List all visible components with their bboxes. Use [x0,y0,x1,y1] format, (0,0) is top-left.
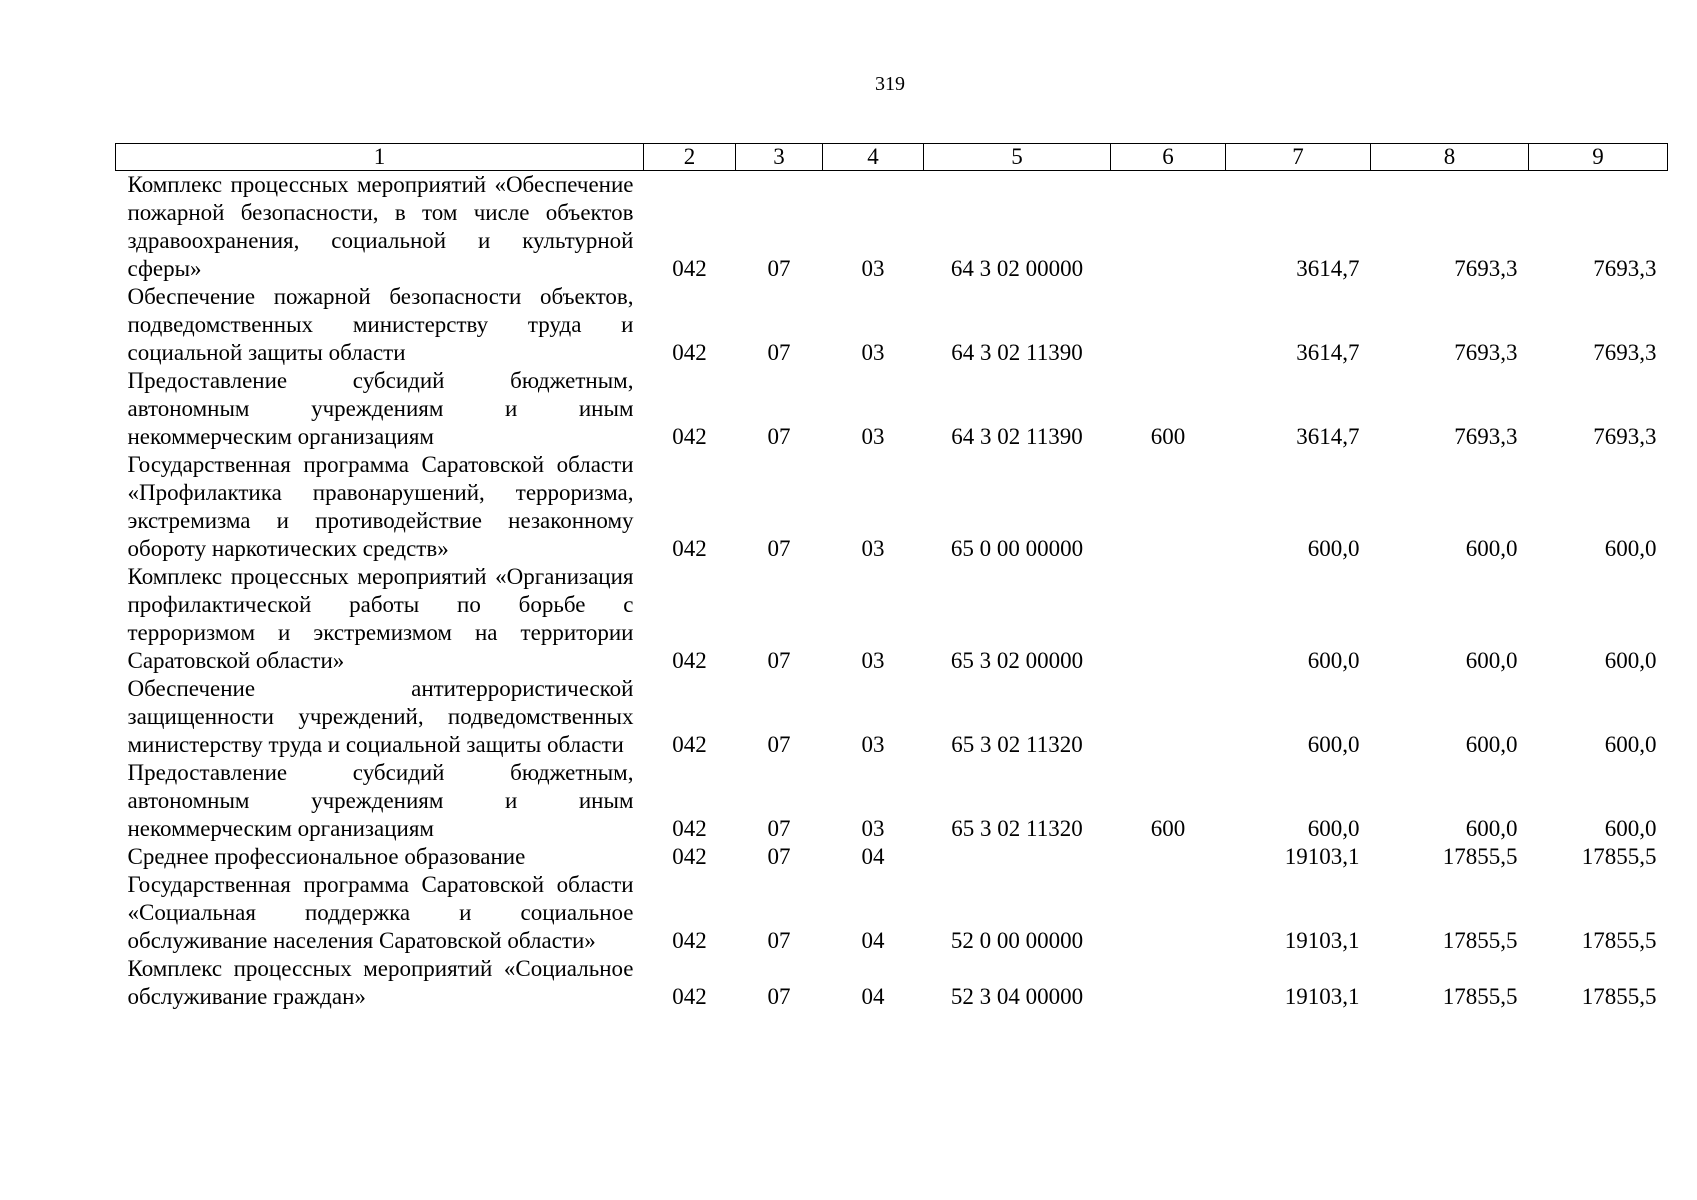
row-description: Обеспечение антитеррористической защищенности учреждений, подведомственных министерству труда и социальной защиты области [127,676,634,757]
header-col-3: 3 [736,144,823,171]
cell-subsection-code: 03 [861,816,885,841]
table-row [116,171,1668,284]
cell-target-code: 64 3 02 11390 [951,424,1083,449]
cell-amount-col8: 7693,3 [1454,256,1518,281]
row-description: Государственная программа Саратовской области «Социальная поддержка и социальное обслуживание населения Саратовской области» [127,872,634,953]
row-description: Государственная программа Саратовской области «Профилактика правонарушений, терроризма, экстремизма и противодействие незаконному обороту наркотических средств» [127,452,634,561]
cell-target-code: 65 3 02 11320 [951,816,1083,841]
cell-subsection-code: 04 [861,928,885,953]
cell-section-code: 07 [767,536,791,561]
cell-amount-col8: 600,0 [1465,536,1518,561]
cell-target-code: 64 3 02 00000 [950,256,1084,281]
cell-amount-col7: 600,0 [1307,536,1360,561]
cell-ministry-code: 042 [672,256,707,281]
header-col-2: 2 [644,144,736,171]
table-body [116,171,1668,1012]
cell-ministry-code: 042 [672,816,707,841]
cell-expense-type [1111,843,1226,871]
cell-amount-col8: 7693,3 [1454,424,1518,449]
cell-ministry-code: 042 [672,928,707,953]
cell-target-code: 65 3 02 00000 [950,648,1084,673]
cell-ministry-code: 042 [672,536,707,561]
cell-amount-col7: 19103,1 [1284,928,1360,953]
cell-expense-type [1111,171,1226,284]
cell-subsection-code: 03 [861,536,885,561]
cell-subsection-code: 04 [861,984,885,1009]
cell-ministry-code: 042 [672,984,707,1009]
row-description: Предоставление субсидий бюджетным, автономным учреждениям и иным некоммерческим организациям [127,760,634,841]
header-col-6: 6 [1111,144,1226,171]
table-row [116,871,1668,955]
cell-ministry-code: 042 [672,340,707,365]
cell-amount-col9: 600,0 [1604,816,1657,841]
cell-amount-col7: 3614,7 [1296,424,1360,449]
header-col-5: 5 [924,144,1111,171]
cell-amount-col8: 600,0 [1465,648,1518,673]
cell-amount-col8: 17855,5 [1442,844,1518,869]
table-row [116,367,1668,451]
cell-amount-col9: 17855,5 [1581,928,1657,953]
cell-amount-col8: 600,0 [1465,732,1518,757]
cell-section-code: 07 [767,928,791,953]
cell-amount-col7: 600,0 [1307,648,1360,673]
row-description: Комплекс процессных мероприятий «Социальное обслуживание граждан» [127,956,634,1009]
cell-subsection-code: 03 [861,340,885,365]
cell-section-code: 07 [767,340,791,365]
cell-expense-type [1111,283,1226,367]
cell-amount-col7: 3614,7 [1296,340,1360,365]
header-col-8: 8 [1371,144,1529,171]
table-row [116,759,1668,843]
row-description: Среднее профессиональное образование [127,844,526,869]
cell-target-code: 52 0 00 00000 [950,928,1084,953]
cell-expense-type [1111,451,1226,563]
cell-expense-type [1111,675,1226,759]
cell-amount-col7: 19103,1 [1284,984,1360,1009]
cell-ministry-code: 042 [672,844,707,869]
header-col-4: 4 [823,144,924,171]
cell-amount-col9: 7693,3 [1593,256,1657,281]
cell-section-code: 07 [767,732,791,757]
cell-amount-col7: 600,0 [1307,732,1360,757]
header-col-7: 7 [1226,144,1371,171]
cell-ministry-code: 042 [672,648,707,673]
cell-subsection-code: 03 [861,732,885,757]
table-row [116,283,1668,367]
cell-amount-col8: 7693,3 [1454,340,1518,365]
cell-amount-col7: 3614,7 [1296,256,1360,281]
cell-expense-type: 600 [1150,816,1186,841]
cell-amount-col7: 19103,1 [1284,844,1360,869]
cell-amount-col8: 600,0 [1465,816,1518,841]
cell-expense-type [1111,955,1226,1011]
cell-section-code: 07 [767,648,791,673]
row-description: Обеспечение пожарной безопасности объектов, подведомственных министерству труда и социальной защиты области [127,284,634,365]
cell-section-code: 07 [767,844,791,869]
table-row [116,843,1668,871]
cell-ministry-code: 042 [672,424,707,449]
cell-amount-col8: 17855,5 [1442,984,1518,1009]
cell-amount-col8: 17855,5 [1442,928,1518,953]
table-row [116,675,1668,759]
budget-table [115,143,1668,1011]
cell-amount-col7: 600,0 [1307,816,1360,841]
table-row [116,563,1668,675]
table-row [116,451,1668,563]
cell-amount-col9: 600,0 [1604,648,1657,673]
cell-target-code: 65 3 02 11320 [951,732,1083,757]
cell-amount-col9: 600,0 [1604,732,1657,757]
row-description: Комплекс процессных мероприятий «Обеспечение пожарной безопасности, в том числе объектов здравоохранения, социальной и культурной сферы» [127,172,634,281]
cell-amount-col9: 17855,5 [1581,984,1657,1009]
cell-subsection-code: 03 [861,256,885,281]
cell-subsection-code: 04 [861,844,885,869]
table-row [116,955,1668,1011]
cell-amount-col9: 7693,3 [1593,424,1657,449]
cell-expense-type: 600 [1150,424,1186,449]
cell-target-code: 52 3 04 00000 [950,984,1084,1009]
cell-section-code: 07 [767,816,791,841]
cell-amount-col9: 600,0 [1604,536,1657,561]
header-row [116,144,1668,171]
page-number: 319 [875,73,905,95]
cell-target-code: 65 0 00 00000 [950,536,1084,561]
header-col-1: 1 [116,144,644,171]
table-header [116,144,1668,171]
cell-subsection-code: 03 [861,424,885,449]
cell-target-code [924,843,1111,871]
header-col-9: 9 [1529,144,1668,171]
cell-target-code: 64 3 02 11390 [951,340,1083,365]
cell-amount-col9: 7693,3 [1593,340,1657,365]
row-description: Комплекс процессных мероприятий «Организация профилактической работы по борьбе с терроризмом и экстремизмом на территории Саратовской области» [127,564,634,673]
row-description: Предоставление субсидий бюджетным, автономным учреждениям и иным некоммерческим организациям [127,368,634,449]
cell-section-code: 07 [767,256,791,281]
cell-amount-col9: 17855,5 [1581,844,1657,869]
cell-expense-type [1111,563,1226,675]
cell-expense-type [1111,871,1226,955]
cell-ministry-code: 042 [672,732,707,757]
cell-subsection-code: 03 [861,648,885,673]
cell-section-code: 07 [767,424,791,449]
cell-section-code: 07 [767,984,791,1009]
